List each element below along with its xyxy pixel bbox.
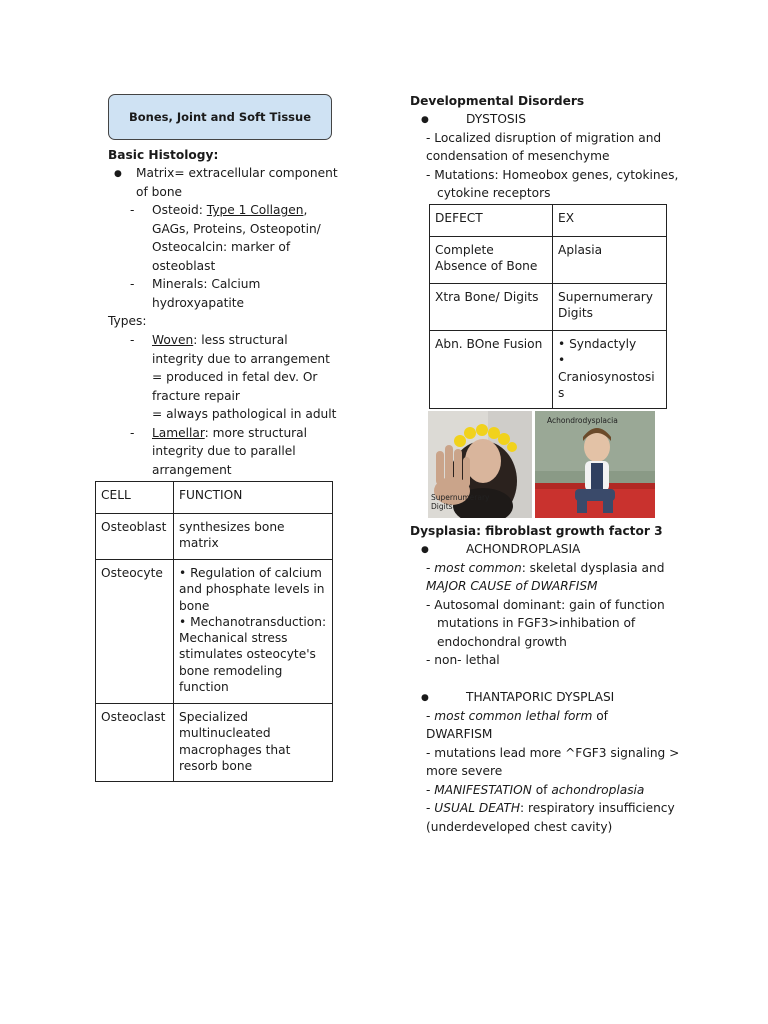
supernumerary-digits-photo: [428, 411, 532, 518]
defect-cell: [430, 237, 553, 284]
table-row: [430, 237, 667, 284]
cell-name: Osteocyte: [96, 560, 174, 704]
function-line: bone: [179, 598, 210, 613]
function-line: matrix: [179, 536, 219, 551]
defect-line: Absence of Bone: [435, 259, 538, 274]
th-dash: -: [426, 709, 435, 723]
function-line: • Mechanotransduction:: [179, 614, 327, 629]
dys-line2: condensation of mesenchyme: [426, 149, 610, 163]
dash-lamellar: -: [130, 426, 135, 440]
osteoid-underlined: Type 1 Collagen: [206, 203, 304, 217]
cell-name: Osteoclast: [96, 704, 174, 782]
matrix-line2: of bone: [136, 185, 183, 199]
osteoid-line4: osteoblast: [152, 259, 216, 273]
ex-line: Supernumerary: [558, 290, 654, 304]
th-line6-dash: -: [426, 801, 435, 815]
lamellar-line1-rest: : more structural: [204, 426, 308, 440]
ex-cell: [553, 237, 667, 284]
th-line5-dash: -: [426, 783, 435, 797]
cell-header: CELL: [96, 482, 174, 514]
thantaporic-label: THANTAPORIC DYSPLASI: [466, 690, 615, 704]
osteoid-line1: [152, 201, 307, 220]
th-line6: [426, 799, 675, 818]
dash-minerals: -: [130, 277, 135, 291]
ach-line5: endochondral growth: [437, 635, 567, 649]
th-italic: most common lethal form: [434, 709, 593, 723]
function-line: synthesizes bone: [179, 520, 285, 534]
function-line: macrophages that: [179, 742, 291, 757]
ex-line: •: [558, 353, 566, 368]
osteoid-line3: Osteocalcin: marker of: [152, 240, 291, 254]
dysplasia-heading: Dysplasia: fibroblast growth factor 3: [410, 524, 663, 538]
th-line2: DWARFISM: [426, 727, 493, 741]
ex-line: s: [558, 385, 565, 400]
bullet-icon: ●: [114, 169, 122, 179]
page-title: Bones, Joint and Soft Tissue: [128, 110, 311, 124]
function-header: FUNCTION: [174, 482, 333, 514]
woven-line3: = produced in fetal dev. Or: [152, 370, 318, 384]
function-line: multinucleated: [179, 726, 271, 741]
ex-cell: [553, 284, 667, 331]
woven-word: Woven: [152, 333, 194, 347]
cell-function: [174, 560, 333, 704]
dev-disorders-heading: Developmental Disorders: [410, 94, 585, 108]
woven-line2: integrity due to arrangement: [152, 352, 330, 366]
function-line: and phosphate levels in: [179, 582, 325, 597]
photo-caption-line2: Digits: [431, 502, 453, 511]
defect-line: Xtra Bone/ Digits: [435, 290, 539, 304]
cell-table: [95, 481, 333, 782]
table-row: [96, 514, 333, 560]
minerals-line2: hydroxyapatite: [152, 296, 245, 310]
osteoid-prefix: Osteoid:: [152, 203, 207, 217]
defect-line: Complete: [435, 243, 494, 257]
achondrodysplacia-photo: [535, 411, 655, 518]
function-line: • Regulation of calcium: [179, 566, 322, 580]
dash-woven: -: [130, 333, 135, 347]
defect-line: Abn. BOne Fusion: [435, 337, 543, 351]
th-line5-italic2: achondroplasia: [551, 783, 645, 797]
achondroplasia-label: ACHONDROPLASIA: [466, 542, 581, 556]
osteoid-suffix: ,: [303, 203, 308, 217]
ex-line: Craniosynostosi: [558, 369, 655, 384]
th-line1-rest: of: [592, 709, 608, 723]
ach-dash: -: [426, 561, 435, 575]
photo-caption-title: Achondrodysplacia: [547, 416, 618, 425]
th-line4: more severe: [426, 764, 503, 778]
dys-line3: - Mutations: Homeobox genes, cytokines,: [426, 168, 679, 182]
ex-line: • Syndactyly: [558, 337, 637, 351]
table-row: [430, 331, 667, 409]
th-line6-rest: : respiratory insufficiency: [520, 801, 675, 815]
th-line5-italic: MANIFESTATION: [434, 783, 532, 797]
cell-function: [174, 704, 333, 782]
defect-table: [429, 204, 667, 409]
function-line: Specialized: [179, 710, 248, 724]
lamellar-line1: [152, 424, 307, 443]
ach-italic: most common: [434, 561, 522, 575]
ex-line: Aplasia: [558, 243, 603, 257]
table-row: [96, 704, 333, 782]
th-line3: - mutations lead more ^FGF3 signaling >: [426, 746, 680, 760]
title-box: [108, 94, 332, 140]
ex-line: Digits: [558, 306, 594, 321]
ach-line2: MAJOR CAUSE of DWARFISM: [426, 579, 598, 593]
osteoid-line2: GAGs, Proteins, Osteopotin/: [152, 222, 321, 236]
ex-cell: [553, 331, 667, 409]
woven-line5: = always pathological in adult: [152, 407, 337, 421]
ach-line1: [426, 559, 664, 578]
dys-line4: cytokine receptors: [437, 186, 551, 200]
histology-heading: Basic Histology:: [108, 148, 219, 162]
cell-name: Osteoblast: [96, 514, 174, 560]
defect-cell: [430, 284, 553, 331]
function-line: function: [179, 680, 229, 695]
ach-line4: mutations in FGF3>inhibation of: [437, 616, 636, 630]
cell-function: [174, 514, 333, 560]
matrix-line1: Matrix= extracellular component: [136, 166, 338, 180]
function-line: stimulates osteocyte's: [179, 647, 316, 662]
th-line5: [426, 781, 644, 800]
table-row: [96, 560, 333, 704]
photo-caption-line1: Supernumerary: [431, 493, 490, 502]
woven-line1-rest: : less structural: [193, 333, 288, 347]
woven-line4: fracture repair: [152, 389, 240, 403]
th-line1: [426, 707, 608, 726]
function-line: bone remodeling: [179, 663, 283, 678]
types-heading: Types:: [108, 314, 147, 328]
defect-header: DEFECT: [430, 205, 553, 237]
th-line6-italic: USUAL DEATH: [434, 801, 521, 815]
defect-cell: [430, 331, 553, 409]
bullet-icon: ●: [421, 115, 429, 125]
ex-header: EX: [553, 205, 667, 237]
minerals-line1: Minerals: Calcium: [152, 277, 261, 291]
function-line: Mechanical stress: [179, 631, 288, 646]
dash-osteoid: -: [130, 203, 135, 217]
ach-line3: - Autosomal dominant: gain of function: [426, 598, 665, 612]
table-row: [430, 284, 667, 331]
th-line5-mid: of: [531, 783, 552, 797]
dystosis-label: DYSTOSIS: [466, 112, 527, 126]
th-line7: (underdeveloped chest cavity): [426, 820, 613, 834]
bullet-icon: ●: [421, 693, 429, 703]
ach-line6: - non- lethal: [426, 653, 500, 667]
lamellar-word: Lamellar: [152, 426, 205, 440]
photo-illustration-right: [535, 411, 655, 518]
woven-line1: [152, 331, 288, 350]
function-line: resorb bone: [179, 758, 253, 773]
bullet-icon: ●: [421, 545, 429, 555]
dys-line1: - Localized disruption of migration and: [426, 131, 662, 145]
lamellar-line3: arrangement: [152, 463, 232, 477]
lamellar-line2: integrity due to parallel: [152, 444, 296, 458]
ach-line1-rest: : skeletal dysplasia and: [521, 561, 665, 575]
